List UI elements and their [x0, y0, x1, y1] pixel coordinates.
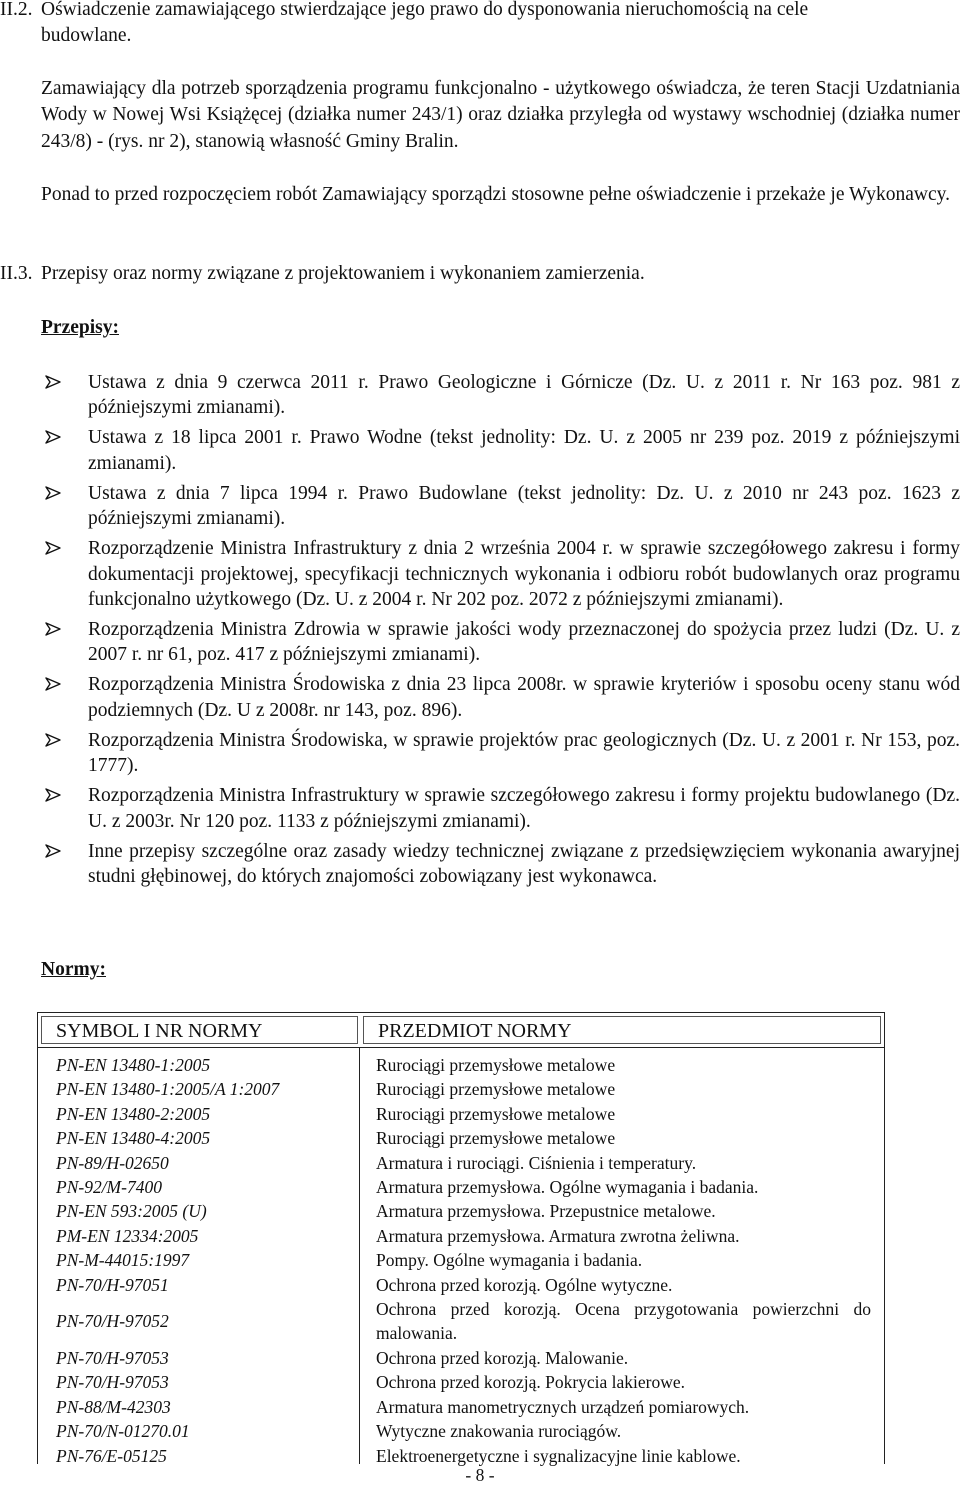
table-row: [37, 1395, 885, 1419]
table-row: [37, 1297, 885, 1346]
arrow-bullet-icon: [45, 677, 61, 691]
list-item: [45, 728, 960, 779]
norm-symbol: PN-70/H-97051: [56, 1274, 169, 1295]
norm-subject: Ochrona przed korozją. Malowanie.: [376, 1348, 629, 1368]
przepisy-heading: Przepisy:: [41, 317, 119, 338]
norm-symbol: PM-EN 12334:2005: [56, 1225, 199, 1246]
norm-subject: Rurociągi przemysłowe metalowe: [376, 1128, 616, 1149]
norm-symbol: PN-M-44015:1997: [56, 1250, 190, 1271]
przepisy-list: [45, 370, 960, 894]
section-title: Oświadczenie zamawiającego stwierdzające jego prawo do dysponowania nieruchomością na cele: [41, 0, 809, 20]
paragraph: Zamawiający dla potrzeb sporządzenia programu funkcjonalno - użytkowego oświadcza, że teren Stacji Uzdatniania Wody w Nowej Wsi Książęcej (działka numer 243/1) oraz działka przyległa od wystawy wschodniej (działka numer 243/8) - (rys. nr 2), stanowią własność Gminy Bralin.: [41, 78, 960, 152]
list-item-text: Rozporządzenie Ministra Infrastruktury z dnia 2 września 2004 r. w sprawie szczegółowego zakresu i formy dokumentacji projektowej, specyfikacji technicznych wykonania i odbioru robót budowlanych oraz programu funkcjonalno użytkowego (Dz. U. z 2004 r. Nr 202 poz. 2072 z późniejszymi zmianami).: [88, 538, 960, 611]
table-row: [37, 1126, 885, 1150]
norm-symbol: PN-70/H-97053: [56, 1372, 169, 1393]
table-row: [37, 1199, 885, 1223]
normy-heading: Normy:: [41, 959, 106, 980]
table-row: [37, 1102, 885, 1126]
list-item: [45, 370, 960, 421]
section-title: Przepisy oraz normy związane z projektowaniem i wykonaniem zamierzenia.: [41, 263, 645, 284]
section-title-continued: budowlane.: [41, 25, 132, 46]
norm-subject: Ochrona przed korozją. Pokrycia lakierowe.: [376, 1372, 686, 1393]
table-header: [37, 1012, 885, 1048]
table-row: [37, 1346, 885, 1370]
list-item: [45, 481, 960, 532]
norm-subject: Armatura przemysłowa. Armatura zwrotna żeliwna.: [376, 1225, 740, 1246]
list-item: [45, 783, 960, 834]
paragraph: Ponad to przed rozpoczęciem robót Zamawiający sporządzi stosowne pełne oświadczenie i przekaże je Wykonawcy.: [41, 184, 950, 205]
norm-subject: Wytyczne znakowania rurociągów.: [376, 1421, 622, 1442]
table-row: [37, 1419, 885, 1443]
list-item: [45, 425, 960, 476]
list-item: [45, 839, 960, 890]
norm-symbol: PN-89/H-02650: [56, 1152, 169, 1173]
norm-symbol: PN-EN 13480-1:2005: [56, 1055, 211, 1075]
list-item-text: Inne przepisy szczególne oraz zasady wiedzy technicznej związane z przedsięwzięciem wykonania awaryjnej studni głębinowej, do których znajomości zobowiązany jest wykonawca.: [88, 840, 960, 888]
arrow-bullet-icon: [45, 622, 61, 636]
header-subject: PRZEDMIOT NORMY: [363, 1016, 881, 1044]
norm-subject: Rurociągi przemysłowe metalowe: [376, 1079, 616, 1100]
table-row: [37, 1175, 885, 1199]
table-row: [37, 1053, 885, 1077]
arrow-bullet-icon: [45, 733, 61, 747]
section-number: II.2.: [0, 0, 33, 20]
norm-subject: Armatura przemysłowa. Przepustnice metalowe.: [376, 1201, 716, 1222]
list-item-text: Rozporządzenia Ministra Infrastruktury w sprawie szczegółowego zakresu i formy projektu budowlanego (Dz. U. z 2003r. Nr 120 poz. 1133 z późniejszymi zmianami).: [88, 785, 960, 832]
norm-subject: Ochrona przed korozją. Ocena przygotowania powierzchni do malowania.: [376, 1299, 871, 1344]
norm-symbol: PN-70/H-97053: [56, 1348, 169, 1368]
header-symbol: SYMBOL I NR NORMY: [41, 1016, 358, 1044]
table-row: [37, 1273, 885, 1297]
list-item-text: Ustawa z dnia 9 czerwca 2011 r. Prawo Geologiczne i Górnicze (Dz. U. z 2011 r. Nr 163 poz. 981 z późniejszymi zmianami).: [88, 372, 960, 419]
norm-subject: Armatura przemysłowa. Ogólne wymagania i badania.: [376, 1177, 759, 1197]
norm-subject: Pompy. Ogólne wymagania i badania.: [376, 1250, 643, 1271]
list-item-text: Rozporządzenia Ministra Środowiska z dnia 23 lipca 2008r. w sprawie kryteriów i sposobu oceny stanu wód podziemnych (Dz. U z 2008r. nr 143, poz. 896).: [88, 674, 960, 721]
arrow-bullet-icon: [45, 486, 61, 500]
norm-subject: Rurociągi przemysłowe metalowe: [376, 1103, 616, 1124]
list-item-text: Ustawa z dnia 7 lipca 1994 r. Prawo Budowlane (tekst jednolity: Dz. U. z 2010 nr 243 poz. 1623 z późniejszymi zmianami).: [88, 482, 960, 530]
section-number: II.3.: [0, 263, 33, 284]
norm-symbol: PN-70/H-97052: [56, 1311, 169, 1331]
list-item: [45, 536, 960, 612]
table-row: [37, 1370, 885, 1394]
list-item: [45, 617, 960, 668]
arrow-bullet-icon: [45, 844, 61, 858]
norm-symbol: PN-88/M-42303: [56, 1396, 171, 1417]
table-row: [37, 1224, 885, 1248]
norm-symbol: PN-EN 593:2005 (U): [56, 1201, 207, 1222]
list-item-text: Rozporządzenia Ministra Środowiska, w sprawie projektów prac geologicznych (Dz. U. z 2001 r. Nr 153, poz. 1777).: [88, 729, 960, 777]
norm-symbol: PN-EN 13480-1:2005/A 1:2007: [56, 1079, 280, 1100]
norm-symbol: PN-70/N-01270.01: [56, 1421, 190, 1442]
norm-symbol: PN-EN 13480-4:2005: [56, 1128, 211, 1149]
table-row: [37, 1151, 885, 1175]
list-item-text: Rozporządzenia Ministra Zdrowia w sprawie jakości wody przeznaczonej do spożycia przez ludzi (Dz. U. z 2007 r. nr 61, poz. 417 z późniejszymi zmianami).: [88, 619, 960, 666]
norm-subject: Rurociągi przemysłowe metalowe: [376, 1055, 616, 1075]
norm-symbol: PN-92/M-7400: [56, 1177, 162, 1197]
list-item-text: Ustawa z 18 lipca 2001 r. Prawo Wodne (tekst jednolity: Dz. U. z 2005 nr 239 poz. 2019 z późniejszymi zmianami).: [88, 427, 960, 474]
arrow-bullet-icon: [45, 430, 61, 444]
table-row: [37, 1248, 885, 1272]
page-number: - 8 -: [465, 1465, 495, 1485]
norm-subject: Elektroenergetyczne i sygnalizacyjne linie kablowe.: [376, 1445, 741, 1466]
list-item: [45, 672, 960, 723]
arrow-bullet-icon: [45, 541, 61, 555]
norm-symbol: PN-76/E-05125: [56, 1445, 167, 1466]
norm-subject: Ochrona przed korozją. Ogólne wytyczne.: [376, 1274, 673, 1295]
table-row: [37, 1077, 885, 1101]
norm-symbol: PN-EN 13480-2:2005: [56, 1103, 211, 1124]
norm-subject: Armatura i rurociągi. Ciśnienia i temperatury.: [376, 1152, 697, 1173]
arrow-bullet-icon: [45, 788, 61, 802]
arrow-bullet-icon: [45, 375, 61, 389]
norm-subject: Armatura manometrycznych urządzeń pomiarowych.: [376, 1396, 750, 1417]
normy-table: [37, 1012, 885, 1464]
